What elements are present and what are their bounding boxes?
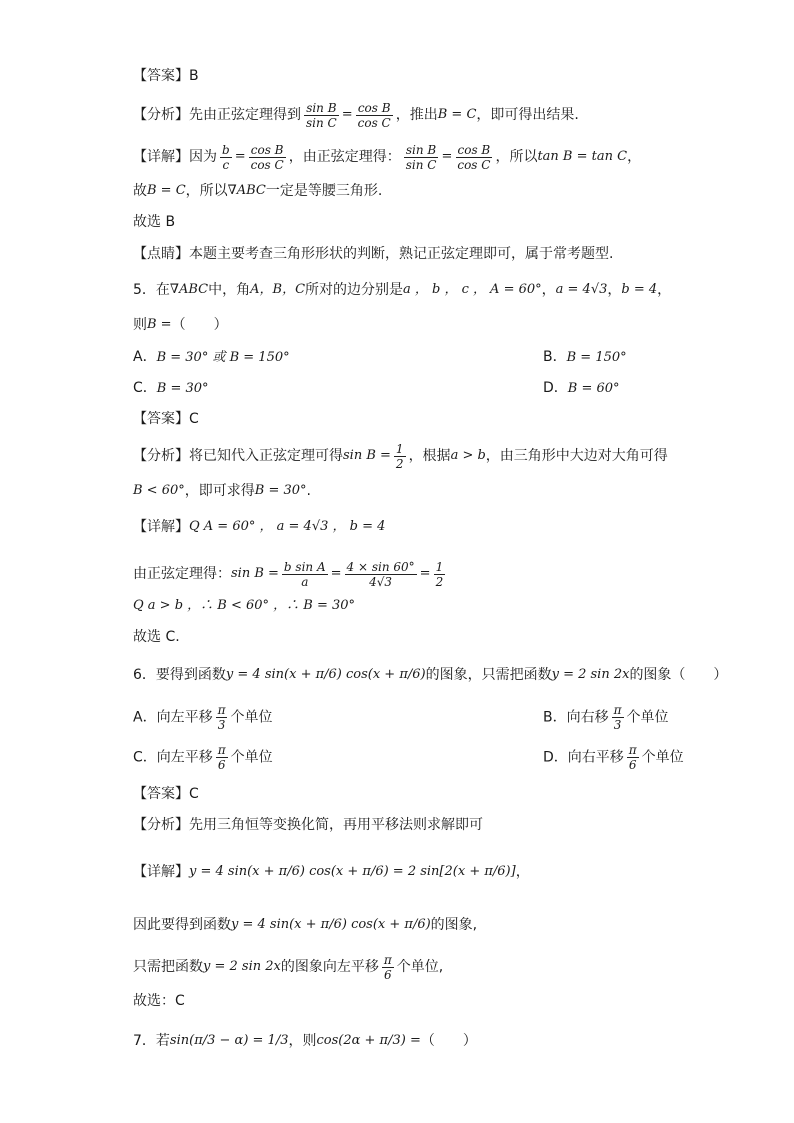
option-d[interactable]: D．向右平移 $\frac{\pi}{6}$ 个单位: [543, 742, 684, 772]
q5-analysis-line-2: B < 60° ，即可求得 B = 30° .: [133, 483, 311, 499]
answer-value: C: [189, 786, 199, 802]
fraction: $\frac{4 \times \sin 60^\circ}{4√3}$: [346, 559, 415, 589]
q5-conclusion-line: Q a > b ，∴ B < 60° ，∴ B = 30°: [133, 598, 356, 613]
q5-options-row-2: [133, 378, 754, 399]
q6-options-row-1: [133, 702, 754, 732]
q5-options-row-1: [133, 347, 754, 368]
option-a[interactable]: A．向左平移 $\frac{\pi}{3}$ 个单位: [133, 702, 273, 732]
q6-analysis-line: 【分析】 先用三角恒等变换化简，再用平移法则求解即可: [133, 817, 483, 833]
q4-answer-line: [133, 66, 754, 86]
analysis-tag: 【分析】: [133, 448, 189, 464]
detail-tag: 【详解】: [133, 149, 189, 165]
q4-detail-line: 【详解】 因为 $\frac{b}{c}$ = $\frac{\text{cos B}}{\text{cos C}}$ ，由正弦定理得： $\frac{\text{sin B}}{\text{sin C}}$ = $\frac{\text{cos B}}{\text{cos C}}$ ，所以 tan B = tan C ，: [133, 142, 642, 172]
q6-detail-line: 【详解】 y = 4 sin(x + π/6) cos(x + π/6) = 2 sin[2(x + π/6)] ，: [133, 864, 530, 880]
fraction: $\frac{\text{cos B}}{\text{cos C}}$: [250, 142, 284, 172]
answer-value: B: [189, 68, 199, 84]
q6-options-row-2: [133, 742, 754, 772]
answer-tag: 【答案】: [133, 68, 189, 84]
fraction: $\frac{\text{sin B}}{\text{sin C}}$: [405, 142, 437, 172]
detail-tag: 【详解】: [133, 519, 189, 535]
fraction: $\frac{\pi}{6}$: [383, 952, 392, 982]
option-b[interactable]: B．向右移 $\frac{\pi}{3}$ 个单位: [543, 702, 669, 732]
fraction: $\frac{1}{2}$: [435, 559, 444, 589]
analysis-tag: 【分析】: [133, 107, 189, 123]
q4-detail-line-2: 故 B = C ，所以 ∇ABC 一定是等腰三角形.: [133, 183, 383, 199]
answer-tag: 【答案】: [133, 786, 189, 802]
q5-stem-line: 5．在 ∇ABC 中，角 A，B，C 所对的边分别是 a ， b ， c ， A = 60° ， a = 4√3 ， b = 4 ，: [133, 282, 672, 298]
fraction: $\frac{\text{b sin A}}{a}$: [283, 559, 326, 589]
q5-choose-line: 故选 C.: [133, 629, 180, 645]
fraction: $\frac{b}{c}$: [222, 142, 230, 172]
q6-answer-line: [133, 784, 754, 804]
option-b[interactable]: B．B = 150°: [543, 349, 627, 365]
q5-detail-line: 【详解】 Q A = 60° ， a = 4√3 ， b = 4: [133, 519, 386, 535]
fraction: $\frac{\text{cos B}}{\text{cos C}}$: [357, 100, 391, 130]
comment-tag: 【点睛】: [133, 246, 189, 262]
q6-detail-line-3: 只需把函数 y = 2 sin 2x 的图象向左平移 $\frac{\pi}{6}$ 个单位,: [133, 952, 444, 982]
q4-choose-line: 故选 B: [133, 214, 176, 230]
fraction: $\frac{\text{sin B}}{\text{sin C}}$: [306, 100, 337, 130]
fraction: $\frac{\text{cos B}}{\text{cos C}}$: [457, 142, 491, 172]
option-d[interactable]: D．B = 60°: [543, 380, 620, 396]
analysis-tag: 【分析】: [133, 817, 189, 833]
answer-tag: 【答案】: [133, 411, 189, 427]
answer-value: C: [189, 411, 199, 427]
option-a[interactable]: A．B = 30° 或 B = 150°: [133, 349, 290, 365]
q4-analysis-line: 【分析】 先由正弦定理得到 $\frac{\text{sin B}}{\text{sin C}}$ = $\frac{\text{cos B}}{\text{cos C}}$ ，推出 B = C ，即可得出结果.: [133, 100, 579, 130]
option-c[interactable]: C．向左平移 $\frac{\pi}{6}$ 个单位: [133, 742, 273, 772]
question-number: 5．在: [133, 282, 170, 298]
q6-choose-line: 故选：C: [133, 993, 185, 1009]
q7-stem-line: 7．若 sin(π/3 − α) = 1/3 ，则 cos(2α + π/3) = （ ）: [133, 1033, 477, 1049]
detail-tag: 【详解】: [133, 864, 189, 880]
question-number: 7．若: [133, 1033, 170, 1049]
fraction: $\frac{1}{2}$: [395, 441, 404, 471]
q6-detail-line-2: 因此要得到函数 y = 4 sin(x + π/6) cos(x + π/6) 的图象,: [133, 917, 478, 933]
q4-comment-line: 【点睛】 本题主要考查三角形形状的判断，熟记正弦定理即可，属于常考题型.: [133, 246, 614, 262]
q5-analysis-line: 【分析】 将已知代入正弦定理可得 sin B = $\frac{1}{2}$ ，根据 a > b ，由三角形中大边对大角可得: [133, 441, 668, 471]
q6-stem-line: 6．要得到函数 y = 4 sin(x + π/6) cos(x + π/6) 的图象，只需把函数 y = 2 sin 2x 的图象（ ）: [133, 667, 728, 683]
q5-ask-line: 则 B = （ ）: [133, 317, 228, 333]
q5-answer-line: [133, 409, 754, 429]
option-c[interactable]: C．B = 30°: [133, 380, 209, 396]
question-number: 6．要得到函数: [133, 667, 226, 683]
q5-sine-line: 由正弦定理得： sin B = $\frac{\text{b sin A}}{a}$ = $\frac{4 \times \sin 60^\circ}{4√3}$ = $\frac{1}{2}$: [133, 559, 444, 589]
